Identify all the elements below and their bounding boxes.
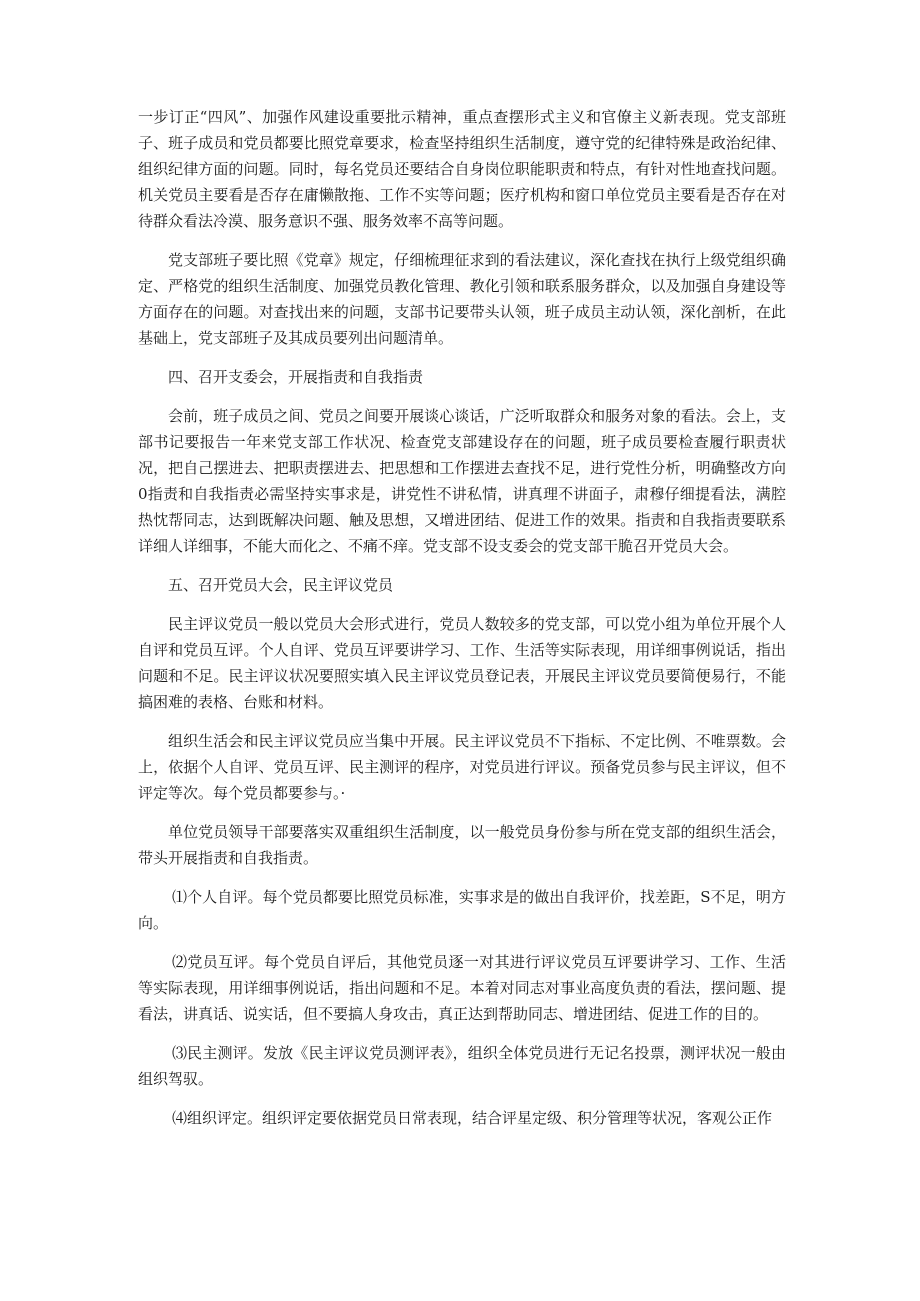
paragraph-6: 单位党员领导干部要落实双重组织生活制度，以一般党员身份参与所在党支部的组织生活会，带头开展指责和自我指责。 — [138, 823, 786, 867]
paragraph-1: 一步订正“四风”、加强作风建设重要批示精神，重点查摆形式主义和官僚主义新表现。党支部班子、班子成员和党员都要比照党章要求，检查坚持组织生活制度，遵守党的纪律特殊是政治纪律、组织纪律方面的问题。同时，每名党员还要结合自身岗位职能职责和特点，有针对性地查找问题。机关党员主要看是否存在庸懒散拖、工作不实等问题；医疗机构和窗口单位党员主要看是否存在对待群众看法冷漠、服务意识不强、服务效率不高等问题。 — [138, 108, 786, 230]
section-heading-5: 五、召开党员大会，民主评议党员 — [168, 576, 394, 594]
list-item-3: ⑶民主测评。发放《民主评议党员测评表》，组织全体党员进行无记名投票，测评状况一般由组织驾驭。 — [138, 1044, 786, 1088]
list-item-2: ⑵党员互评。每个党员自评后，其他党员逐一对其进行评议党员互评要讲学习、工作、生活等实际表现，用详细事例说话，指出问题和不足。本着对同志对事业高度负责的看法，摆问题、提看法，讲真话、说实话，但不要搞人身攻击，真正达到帮助同志、增进团结、促进工作的目的。 — [138, 953, 786, 1023]
paragraph-2: 党支部班子要比照《党章》规定，仔细梳理征求到的看法建议，深化查找在执行上级党组织确定、严格党的组织生活制度、加强党员教化管理、教化引领和联系服务群众，以及加强自身建设等方面存在的问题。对查找出来的问题，支部书记要带头认领，班子成员主动认领，深化剖析，在此基础上，党支部班子及其成员要列出问题清单。 — [138, 251, 786, 347]
paragraph-3: 会前，班子成员之间、党员之间要开展谈心谈话，广泛听取群众和服务对象的看法。会上，支部书记要报告一年来党支部工作状况、检查党支部建设存在的问题，班子成员要检查履行职责状况，把自己摆进去、把职责摆进去、把思想和工作摆进去查找不足，进行党性分析，明确整改方向0指责和自我指责必需坚持实事求是，讲党性不讲私情，讲真理不讲面子，肃穆仔细提看法，满腔热忱帮同志，达到既解决问题、触及思想，又增进团结、促进工作的效果。指责和自我指责要联系详细人详细事，不能大而化之、不痛不痒。党支部不设支委会的党支部干脆召开党员大会。 — [138, 407, 786, 555]
list-item-1: ⑴个人自评。每个党员都要比照党员标准，实事求是的做出自我评价，找差距，S不足，明方向。 — [138, 888, 786, 932]
list-item-4: ⑷组织评定。组织评定要依据党员日常表现，结合评星定级、积分管理等状况，客观公正作 — [172, 1109, 773, 1127]
section-heading-4: 四、召开支委会，开展指责和自我指责 — [168, 368, 424, 386]
paragraph-5: 组织生活会和民主评议党员应当集中开展。民主评议党员不下指标、不定比例、不唯票数。会上，依据个人自评、党员互评、民主测评的程序，对党员进行评议。预备党员参与民主评议，但不评定等次。每个党员都要参与。· — [138, 732, 786, 802]
document-page — [138, 104, 786, 1131]
paragraph-4: 民主评议党员一般以党员大会形式进行，党员人数较多的党支部，可以党小组为单位开展个人自评和党员互评。个人自评、党员互评要讲学习、工作、生活等实际表现，用详细事例说话，指出问题和不足。民主评议状况要照实填入民主评议党员登记表，开展民主评议党员要简便易行，不能搞困难的表格、台账和材料。 — [138, 615, 786, 711]
